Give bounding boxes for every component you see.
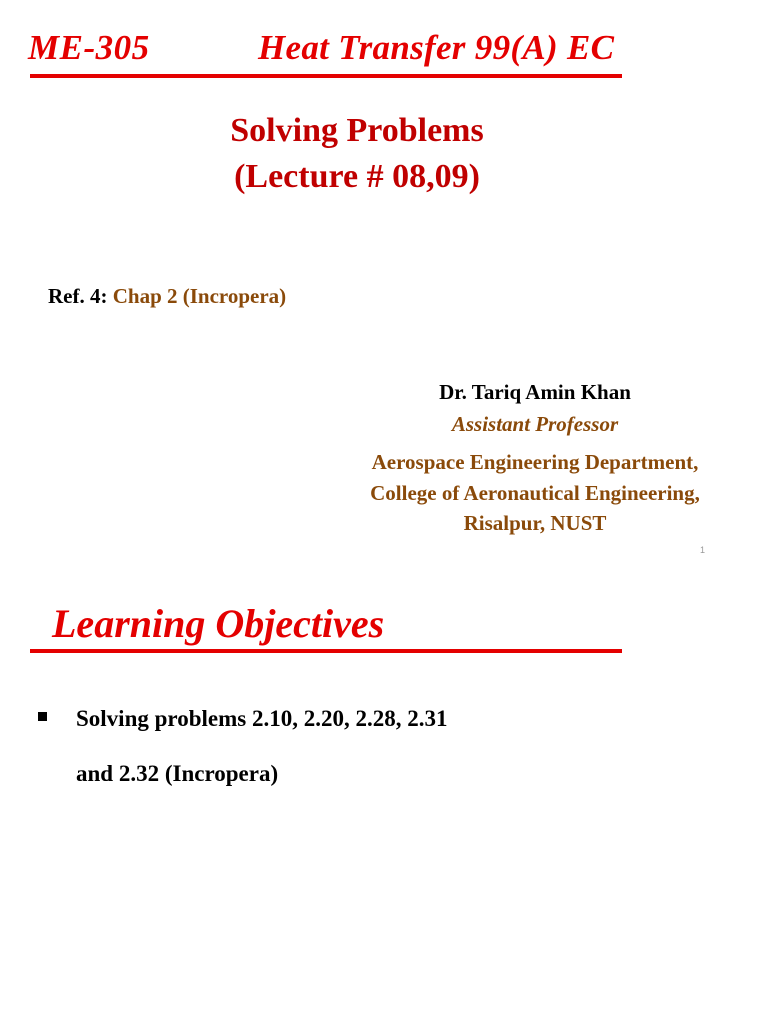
slide-title-line1: Solving Problems [230, 112, 484, 149]
objectives-divider [30, 649, 622, 653]
author-role: Assistant Professor [451, 412, 619, 436]
reference-label: Ref. 4: [48, 284, 113, 308]
reference-value: Chap 2 (Incropera) [112, 284, 287, 308]
course-code: ME-305 [28, 28, 150, 67]
affiliation-line2: College of Aeronautical Engineering, [370, 481, 700, 505]
affiliation-line3: Risalpur, NUST [463, 511, 607, 535]
objective-line2: and 2.32 (Incropera) [76, 761, 279, 786]
reference [48, 284, 286, 309]
objective-line1: Solving problems 2.10, 2.20, 2.28, 2.31 [76, 706, 448, 731]
author-name: Dr. Tariq Amin Khan [439, 380, 631, 404]
affiliation-line1: Aerospace Engineering Department, [371, 450, 699, 474]
header-divider [30, 74, 622, 78]
course-title: Heat Transfer 99(A) EC [258, 28, 615, 67]
slide-title-line2: (Lecture # 08,09) [234, 158, 480, 195]
learning-objectives-heading: Learning Objectives [52, 601, 385, 646]
page-number: 1 [700, 545, 706, 555]
square-bullet-icon [38, 712, 47, 721]
